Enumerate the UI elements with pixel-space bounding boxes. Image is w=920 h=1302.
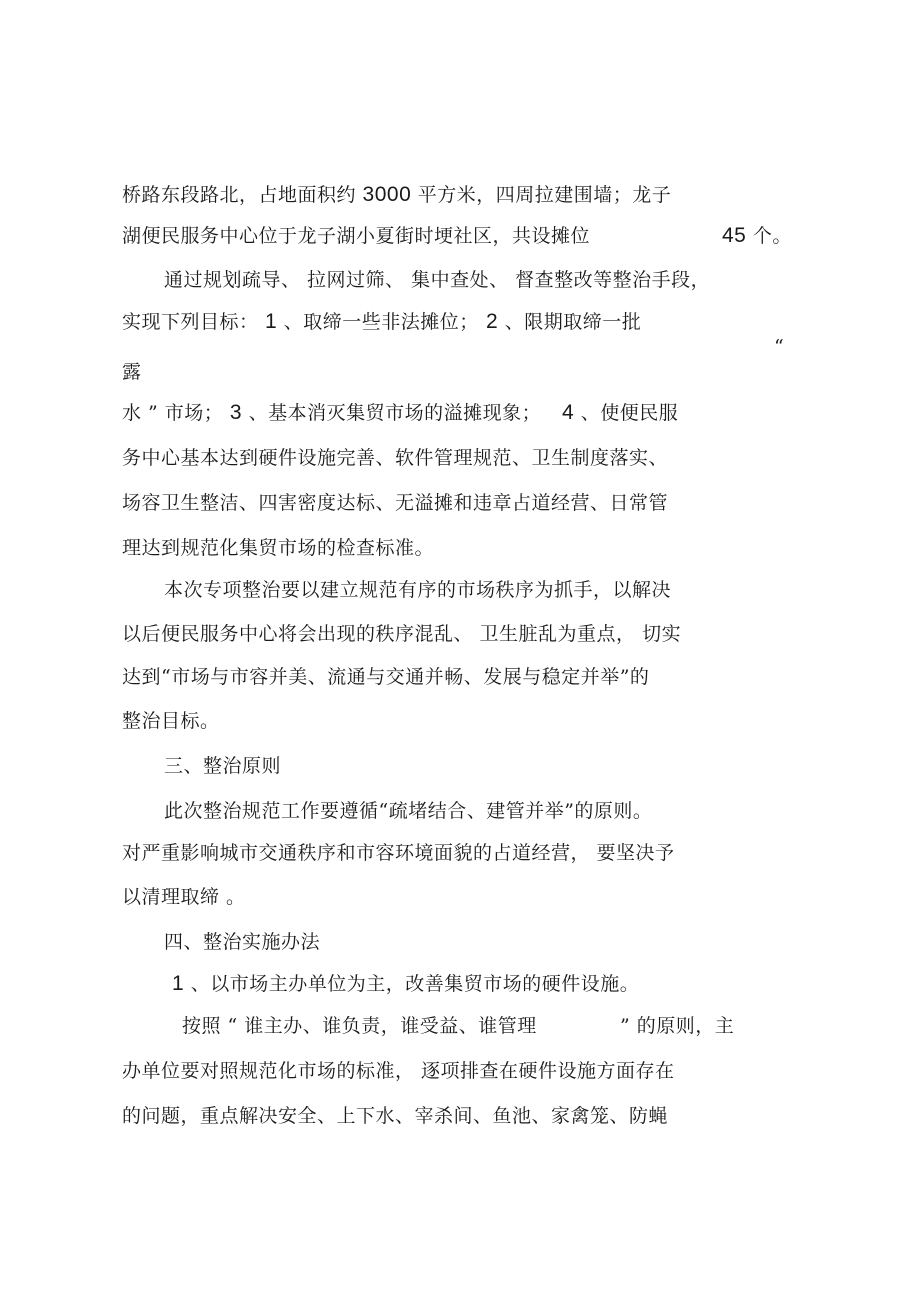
text-line: 1 、以市场主办单位为主，改善集贸市场的硬件设施。 — [172, 972, 640, 995]
text-line: 湖便民服务中心位于龙子湖小夏街时埂社区，共设摊位 — [122, 225, 591, 247]
quote-mark: “ — [774, 336, 785, 358]
section-heading: 四、整治实施办法 — [164, 931, 321, 953]
text-line: 对严重影响城市交通秩序和市容环境面貌的占道经营， 要坚决予 — [122, 842, 675, 864]
text-line: 桥路东段路北，占地面积约 3000 平方米，四周拉建围墙；龙子 — [122, 183, 672, 206]
text-line: 实现下列目标： 1 、取缔一些非法摊位； — [122, 310, 479, 333]
text-line: 以后便民服务中心将会出现的秩序混乱、 卫生脏乱为重点， 切实 — [122, 623, 682, 645]
text-line: 2 、限期取缔一批 — [486, 310, 642, 333]
text-line: 4 、使便民服 — [562, 401, 679, 424]
text-line: 按照 “ 谁主办、谁负责，谁受益、谁管理 — [182, 1015, 537, 1037]
text-line: 的问题，重点解决安全、上下水、宰杀间、鱼池、家禽笼、防蝇 — [122, 1105, 669, 1127]
text-line: 水 ” 市场； 3 、基本消灭集贸市场的溢摊现象； — [122, 401, 542, 424]
text-line: 以清理取缔 。 — [122, 886, 246, 908]
text-line: 办单位要对照规范化市场的标准， 逐项排查在硬件设施方面存在 — [122, 1060, 675, 1082]
text-line: ” 的原则，主 — [620, 1015, 735, 1037]
text-line: 达到“市场与市容并美、流通与交通并畅、发展与稳定并举”的 — [122, 666, 650, 688]
text-line: 务中心基本达到硬件设施完善、软件管理规范、卫生制度落实、 — [122, 447, 669, 469]
text-line: 此次整治规范工作要遵循“疏堵结合、建管并举”的原则。 — [164, 800, 653, 822]
text-line: 理达到规范化集贸市场的检查标准。 — [122, 537, 435, 559]
text-line: 露 — [122, 361, 142, 383]
text-line: 场容卫生整洁、四害密度达标、无溢摊和违章占道经营、日常管 — [122, 492, 669, 514]
text-line: 本次专项整治要以建立规范有序的市场秩序为抓手，以解决 — [164, 579, 672, 601]
text-line: 45 个。 — [722, 224, 792, 247]
section-heading: 三、整治原则 — [164, 755, 282, 777]
text-line: 通过规划疏导、 拉网过筛、 集中查处、 督查整改等整治手段， — [164, 269, 711, 291]
text-line: 整治目标。 — [122, 710, 220, 732]
